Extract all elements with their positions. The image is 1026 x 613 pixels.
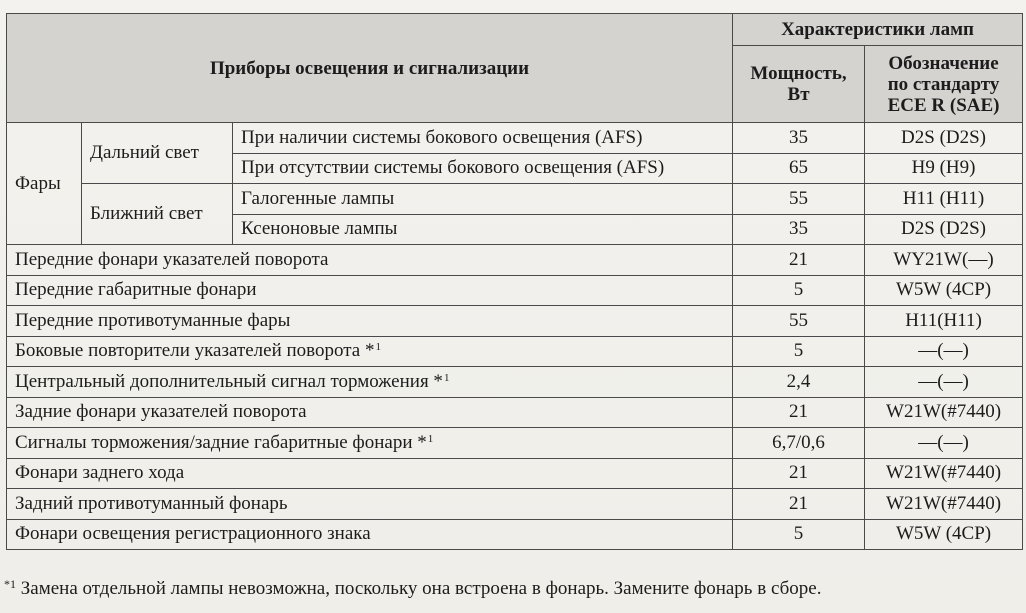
designation-cell: WY21W(—) bbox=[865, 245, 1023, 276]
table-row bbox=[7, 519, 1023, 550]
device-label-cell bbox=[7, 489, 733, 520]
designation-cell: D2S (D2S) bbox=[865, 123, 1023, 154]
power-cell: 55 bbox=[733, 184, 865, 215]
designation-cell: H9 (H9) bbox=[865, 153, 1023, 184]
designation-cell: W5W (4CP) bbox=[865, 275, 1023, 306]
lamp-type-cell: Галогенные лампы bbox=[233, 184, 733, 215]
footnote-ref: 1 bbox=[375, 341, 381, 354]
device-label: Фонари освещения регистрационного знака bbox=[15, 523, 371, 545]
table-row bbox=[7, 489, 1023, 520]
power-header-line1: Мощность, bbox=[750, 63, 847, 85]
power-header-line2: Вт bbox=[787, 84, 810, 106]
power-cell: 21 bbox=[733, 489, 865, 520]
designation-header-line3: ECE R (SAE) bbox=[887, 94, 1000, 116]
device-label-cell bbox=[7, 245, 733, 276]
device-label: Боковые повторители указателей поворота * bbox=[15, 340, 375, 362]
designation-column-header bbox=[865, 46, 1023, 123]
designation-cell: H11(H11) bbox=[865, 306, 1023, 337]
footnote-ref: 1 bbox=[427, 432, 434, 445]
device-label-cell bbox=[7, 428, 733, 459]
power-cell: 2,4 bbox=[733, 367, 865, 398]
designation-cell: W21W(#7440) bbox=[865, 458, 1023, 489]
footnote-mark: *1 bbox=[4, 577, 16, 591]
power-cell: 21 bbox=[733, 458, 865, 489]
designation-header-line2: по стандарту bbox=[887, 73, 1000, 95]
power-cell: 35 bbox=[733, 123, 865, 154]
power-cell: 21 bbox=[733, 245, 865, 276]
device-label-cell bbox=[7, 336, 733, 367]
table-row bbox=[7, 184, 1023, 215]
table-row bbox=[7, 123, 1023, 154]
power-cell: 35 bbox=[733, 214, 865, 245]
footnote-ref: 1 bbox=[443, 371, 450, 384]
devices-column-header: Приборы освещения и сигнализации bbox=[7, 14, 733, 123]
designation-cell: W5W (4CP) bbox=[865, 519, 1023, 550]
power-cell: 5 bbox=[733, 519, 865, 550]
table-row bbox=[7, 336, 1023, 367]
headlights-group-label: Фары bbox=[7, 123, 82, 245]
table-row bbox=[7, 306, 1023, 337]
table-row bbox=[7, 367, 1023, 398]
device-label: Задний противотуманный фонарь bbox=[15, 492, 288, 514]
device-label: Передние габаритные фонари bbox=[15, 279, 257, 301]
power-cell: 55 bbox=[733, 306, 865, 337]
lamp-type-cell: Ксеноновые лампы bbox=[233, 214, 733, 245]
table-row bbox=[7, 428, 1023, 459]
power-cell: 6,7/0,6 bbox=[733, 428, 865, 459]
footnote bbox=[4, 577, 821, 600]
power-cell: 5 bbox=[733, 336, 865, 367]
lamp-type-cell: При отсутствии системы бокового освещения (AFS) bbox=[233, 153, 733, 184]
table-row bbox=[7, 397, 1023, 428]
device-label: Фонари заднего хода bbox=[15, 462, 185, 484]
designation-cell: —(—) bbox=[865, 428, 1023, 459]
device-label-cell bbox=[7, 275, 733, 306]
lamp-type-cell: При наличии системы бокового освещения (AFS) bbox=[233, 123, 733, 154]
device-label: Задние фонари указателей поворота bbox=[15, 401, 307, 423]
power-cell: 65 bbox=[733, 153, 865, 184]
device-label-cell bbox=[7, 367, 733, 398]
device-label-cell bbox=[7, 519, 733, 550]
designation-cell: H11 (H11) bbox=[865, 184, 1023, 215]
power-cell: 5 bbox=[733, 275, 865, 306]
designation-header-line1: Обозначение bbox=[888, 52, 999, 74]
characteristics-header: Характеристики ламп bbox=[733, 14, 1023, 46]
low-beam-label: Ближний свет bbox=[82, 184, 233, 245]
device-label-cell bbox=[7, 306, 733, 337]
table-row bbox=[7, 245, 1023, 276]
power-cell: 21 bbox=[733, 397, 865, 428]
designation-cell: W21W(#7440) bbox=[865, 489, 1023, 520]
table-row bbox=[7, 275, 1023, 306]
device-label-cell bbox=[7, 458, 733, 489]
footnote-text: Замена отдельной лампы невозможна, поскольку она встроена в фонарь. Замените фонарь в сборе. bbox=[16, 578, 822, 599]
designation-cell: W21W(#7440) bbox=[865, 397, 1023, 428]
device-label: Центральный дополнительный сигнал торможения * bbox=[15, 370, 443, 392]
designation-cell: —(—) bbox=[865, 367, 1023, 398]
device-label: Передние противотуманные фары bbox=[15, 309, 291, 331]
table-row bbox=[7, 458, 1023, 489]
lamp-specifications-table bbox=[6, 13, 1023, 550]
high-beam-label: Дальний свет bbox=[82, 123, 233, 184]
power-column-header bbox=[733, 46, 865, 123]
designation-cell: D2S (D2S) bbox=[865, 214, 1023, 245]
device-label-cell bbox=[7, 397, 733, 428]
device-label: Сигналы торможения/задние габаритные фонари * bbox=[15, 431, 427, 453]
designation-cell: —(—) bbox=[865, 336, 1023, 367]
device-label: Передние фонари указателей поворота bbox=[15, 248, 329, 270]
